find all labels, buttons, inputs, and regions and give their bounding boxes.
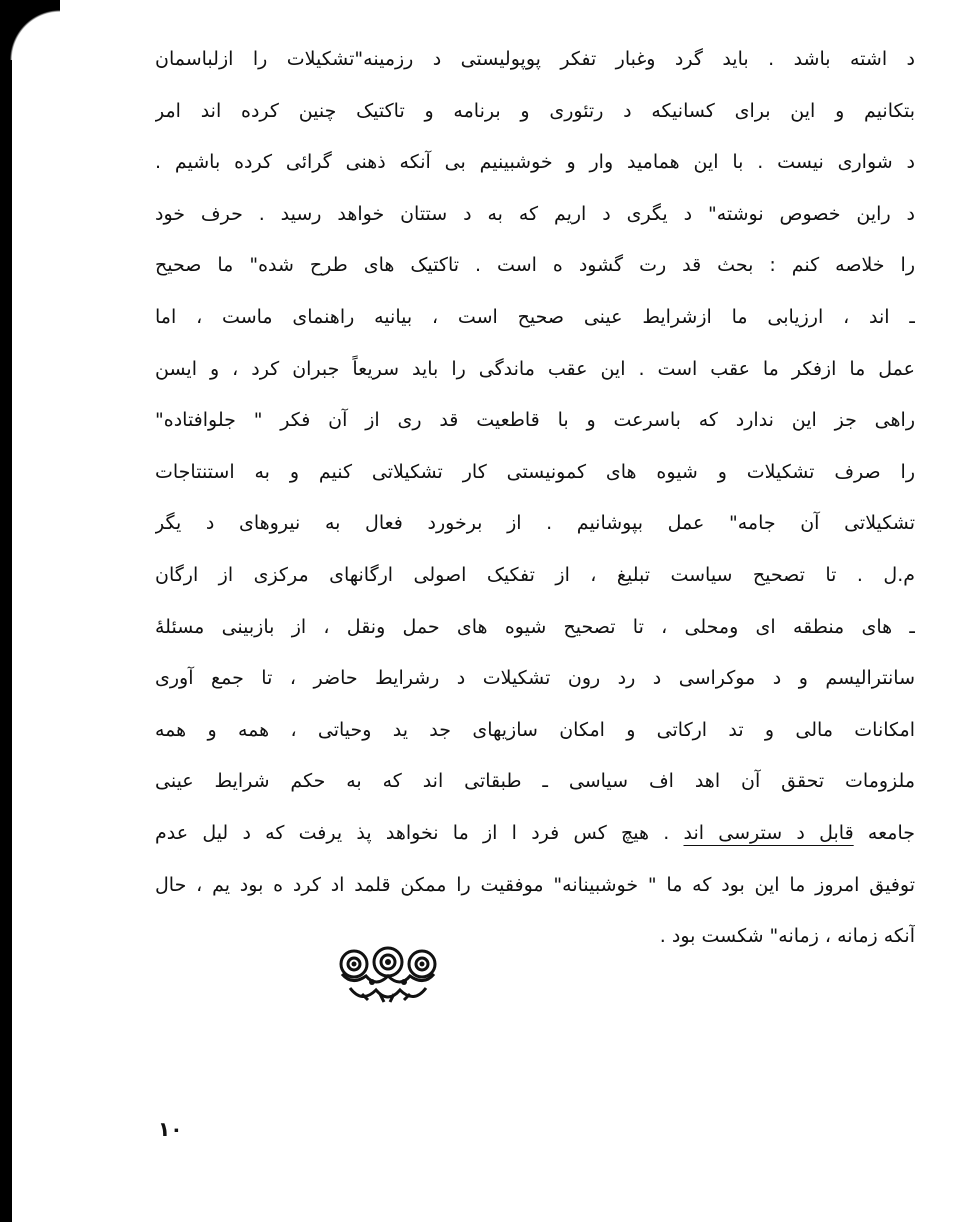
text-line-16 <box>155 808 915 860</box>
text-line-1: د اشته باشد . باید گرد وغبار تفکر پوپولیستی د رزمینه"تشکیلات را ازلباسمان <box>155 48 915 70</box>
text-line-2: بتکانیم و این برای کسانیکه د رتئوری و برنامه و تاکتیک چنین کرده اند امر <box>155 99 915 122</box>
text-line-18: آنکه زمانه ، زمانه" شکست بود . <box>659 925 915 948</box>
text-line-11: م.ل . تا تصحیح سیاست تبلیغ ، از تفکیک اصولی ارگانهای مرکزی از ارگان <box>155 563 915 586</box>
scan-corner <box>0 0 60 60</box>
page-number: ١٠ <box>158 1117 183 1141</box>
text-line-9: را صرف تشکیلات و شیوه های کمونیستی کار تشکیلاتی کنیم و به استنتاجات <box>155 460 915 483</box>
text-line-17: توفیق امروز ما این بود که ما " خوشبینانه" موفقیت را ممکن قلمد اد کرد ه بود یم ، حال <box>155 873 915 896</box>
text-line-10: تشکیلاتی آن جامه" عمل بپوشانیم . از برخورد فعال به نیروهای د یگر <box>155 512 915 535</box>
text-line-15: ملزومات تحقق آن اهد اف سیاسی ـ طبقاتی اند که به حکم شرایط عینی <box>155 770 915 793</box>
text-line-3: د شواری نیست . با این همامید وار و خوشبینیم بی آنکه ذهنی گرائی کرده باشیم . <box>155 151 915 174</box>
text-line-12: ـ های منطقه ای ومحلی ، تا تصحیح شیوه های حمل ونقل ، از بازبینی مسئلهٔ <box>155 615 915 638</box>
text-line-4: د راین خصوص نوشته" د یگری د اریم که به د ستتان خواهد رسید . حرف خود <box>155 202 915 225</box>
text-line-7: عمل ما ازفکر ما عقب است . این عقب ماندگی را باید سریعاً جبران کرد ، و ایسن <box>155 357 915 380</box>
underlined-phrase: قابل د سترسی اند <box>683 821 854 844</box>
body-text <box>155 34 915 963</box>
text-line-13: سانترالیسم و د موکراسی د رد رون تشکیلات د رشرایط حاضر ، تا جمع آوری <box>155 667 915 690</box>
text-line-16-start: جامعه <box>853 821 915 844</box>
text-line-8: راهی جز این ندارد که باسرعت و با قاطعیت قد ری از آن فکر " جلوافتاده" <box>155 409 915 432</box>
text-line-5: را خلاصه کنم : بحث قد رت گشود ه است . تاکتیک های طرح شده" ما صحیح <box>155 254 915 277</box>
text-line-6: ـ اند ، ارزیابی ما ازشرایط عینی صحیح است ، بیانیه راهنمای ماست ، اما <box>155 305 915 328</box>
text-line-16-end: . هیچ کس فرد ا از ما نخواهد پذ یرفت که د لیل عدم <box>155 821 684 844</box>
text-line-14: امکانات مالی و تد ارکاتی و امکان سازیهای جد ید وحیاتی ، همه و همه <box>155 718 915 741</box>
decorative-ornament <box>332 944 444 1008</box>
scan-border <box>0 0 12 1222</box>
